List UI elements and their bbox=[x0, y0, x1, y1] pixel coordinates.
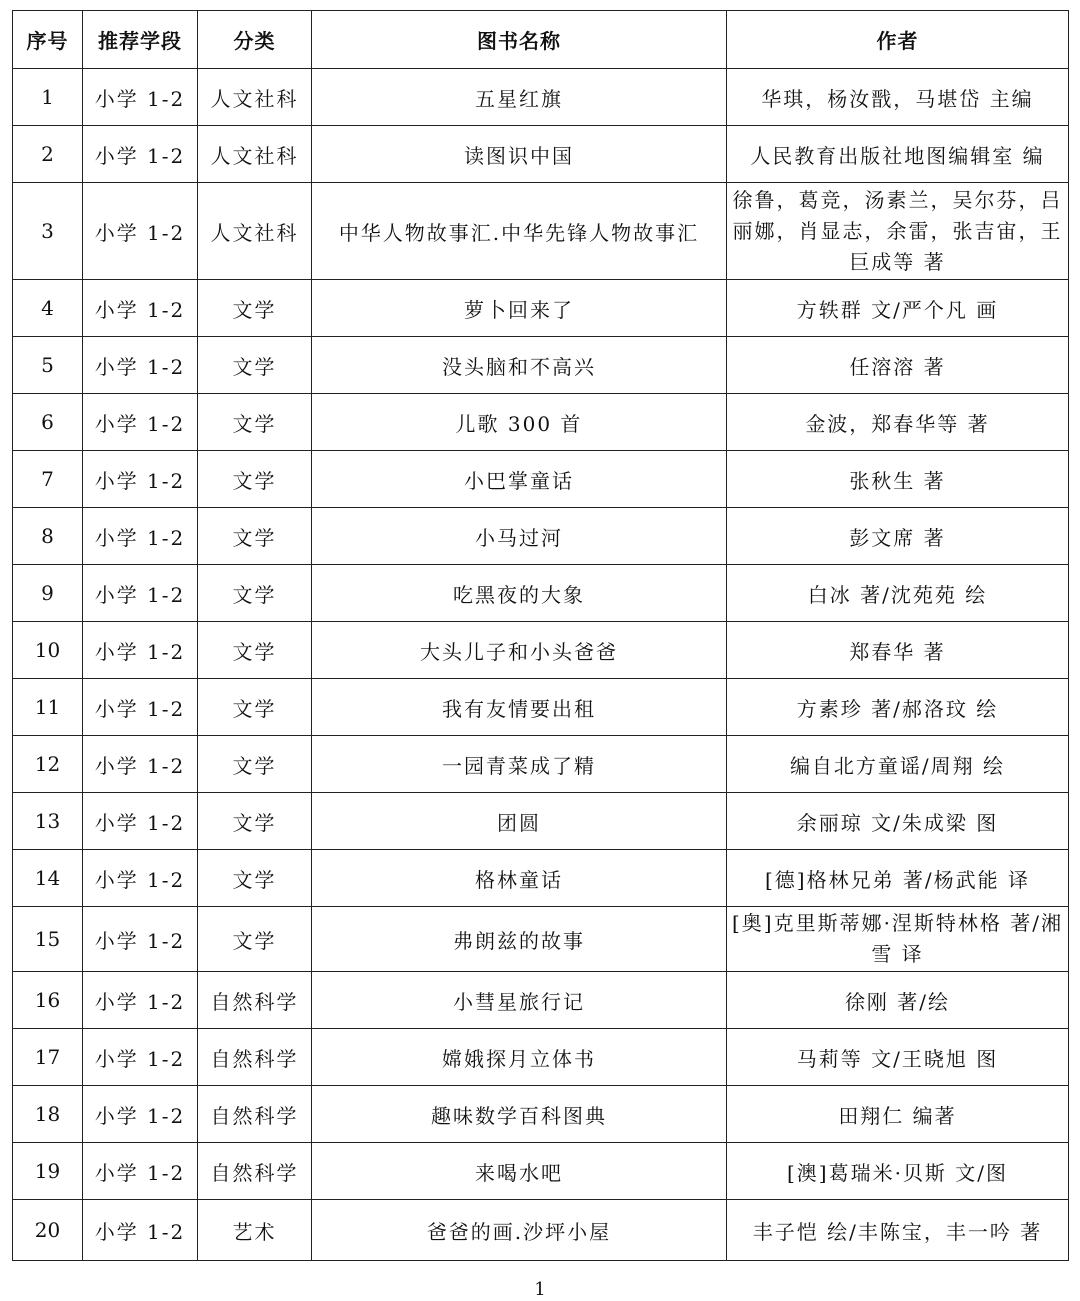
cell-stage: 小学 1-2 bbox=[83, 1086, 198, 1143]
cell-no: 15 bbox=[13, 907, 83, 972]
cell-no: 9 bbox=[13, 565, 83, 622]
cell-author: [奥]克里斯蒂娜·涅斯特林格 著/湘雪 译 bbox=[727, 907, 1069, 972]
cell-author: 白冰 著/沈苑苑 绘 bbox=[727, 565, 1069, 622]
cell-no: 18 bbox=[13, 1086, 83, 1143]
cell-no: 16 bbox=[13, 972, 83, 1029]
cell-stage: 小学 1-2 bbox=[83, 850, 198, 907]
table-row bbox=[13, 972, 1069, 1029]
cell-title: 儿歌 300 首 bbox=[312, 394, 727, 451]
cell-no: 19 bbox=[13, 1143, 83, 1200]
cell-category: 文学 bbox=[198, 508, 312, 565]
cell-author: 张秋生 著 bbox=[727, 451, 1069, 508]
cell-category: 自然科学 bbox=[198, 972, 312, 1029]
cell-title: 没头脑和不高兴 bbox=[312, 337, 727, 394]
cell-author: 徐鲁，葛竞，汤素兰，吴尔芬，吕丽娜，肖显志，余雷，张吉宙，王巨成等 著 bbox=[727, 183, 1069, 280]
cell-title: 小马过河 bbox=[312, 508, 727, 565]
table-row bbox=[13, 337, 1069, 394]
cell-stage: 小学 1-2 bbox=[83, 394, 198, 451]
page-number: 1 bbox=[534, 1279, 546, 1300]
cell-title: 小巴掌童话 bbox=[312, 451, 727, 508]
table-row bbox=[13, 907, 1069, 972]
table-row bbox=[13, 565, 1069, 622]
table-row bbox=[13, 1029, 1069, 1086]
cell-title: 小彗星旅行记 bbox=[312, 972, 727, 1029]
cell-stage: 小学 1-2 bbox=[83, 793, 198, 850]
cell-no: 12 bbox=[13, 736, 83, 793]
cell-author: 任溶溶 著 bbox=[727, 337, 1069, 394]
cell-author: 郑春华 著 bbox=[727, 622, 1069, 679]
cell-no: 17 bbox=[13, 1029, 83, 1086]
cell-category: 自然科学 bbox=[198, 1143, 312, 1200]
cell-no: 11 bbox=[13, 679, 83, 736]
cell-author: 金波，郑春华等 著 bbox=[727, 394, 1069, 451]
cell-stage: 小学 1-2 bbox=[83, 280, 198, 337]
book-list-table bbox=[12, 10, 1069, 1261]
table-row bbox=[13, 451, 1069, 508]
cell-title: 读图识中国 bbox=[312, 126, 727, 183]
cell-author: 编自北方童谣/周翔 绘 bbox=[727, 736, 1069, 793]
cell-category: 文学 bbox=[198, 565, 312, 622]
table-row bbox=[13, 508, 1069, 565]
cell-stage: 小学 1-2 bbox=[83, 451, 198, 508]
table-row bbox=[13, 679, 1069, 736]
cell-no: 3 bbox=[13, 183, 83, 280]
cell-category: 自然科学 bbox=[198, 1086, 312, 1143]
cell-author: 方轶群 文/严个凡 画 bbox=[727, 280, 1069, 337]
cell-stage: 小学 1-2 bbox=[83, 1029, 198, 1086]
cell-category: 文学 bbox=[198, 850, 312, 907]
table-row bbox=[13, 793, 1069, 850]
cell-stage: 小学 1-2 bbox=[83, 126, 198, 183]
cell-author: 丰子恺 绘/丰陈宝，丰一吟 著 bbox=[727, 1200, 1069, 1261]
cell-author: 方素珍 著/郝洛玟 绘 bbox=[727, 679, 1069, 736]
cell-title: 五星红旗 bbox=[312, 69, 727, 126]
cell-no: 5 bbox=[13, 337, 83, 394]
cell-stage: 小学 1-2 bbox=[83, 508, 198, 565]
cell-no: 7 bbox=[13, 451, 83, 508]
cell-title: 我有友情要出租 bbox=[312, 679, 727, 736]
cell-no: 6 bbox=[13, 394, 83, 451]
cell-stage: 小学 1-2 bbox=[83, 622, 198, 679]
table-header-row bbox=[13, 11, 1069, 69]
cell-title: 格林童话 bbox=[312, 850, 727, 907]
cell-stage: 小学 1-2 bbox=[83, 679, 198, 736]
cell-title: 中华人物故事汇.中华先锋人物故事汇 bbox=[312, 183, 727, 280]
cell-stage: 小学 1-2 bbox=[83, 736, 198, 793]
cell-category: 文学 bbox=[198, 280, 312, 337]
cell-author: 华琪，杨汝戬，马堪岱 主编 bbox=[727, 69, 1069, 126]
cell-no: 20 bbox=[13, 1200, 83, 1261]
header-title: 图书名称 bbox=[312, 11, 727, 69]
cell-stage: 小学 1-2 bbox=[83, 972, 198, 1029]
cell-category: 文学 bbox=[198, 451, 312, 508]
cell-stage: 小学 1-2 bbox=[83, 337, 198, 394]
cell-title: 爸爸的画.沙坪小屋 bbox=[312, 1200, 727, 1261]
cell-category: 文学 bbox=[198, 622, 312, 679]
cell-author: [德]格林兄弟 著/杨武能 译 bbox=[727, 850, 1069, 907]
cell-title: 吃黑夜的大象 bbox=[312, 565, 727, 622]
cell-stage: 小学 1-2 bbox=[83, 69, 198, 126]
cell-title: 来喝水吧 bbox=[312, 1143, 727, 1200]
cell-category: 文学 bbox=[198, 736, 312, 793]
cell-category: 文学 bbox=[198, 337, 312, 394]
cell-no: 2 bbox=[13, 126, 83, 183]
cell-category: 文学 bbox=[198, 394, 312, 451]
cell-title: 团圆 bbox=[312, 793, 727, 850]
cell-title: 大头儿子和小头爸爸 bbox=[312, 622, 727, 679]
cell-category: 自然科学 bbox=[198, 1029, 312, 1086]
cell-title: 趣味数学百科图典 bbox=[312, 1086, 727, 1143]
table-row bbox=[13, 126, 1069, 183]
table-row bbox=[13, 736, 1069, 793]
cell-author: 徐刚 著/绘 bbox=[727, 972, 1069, 1029]
table-row bbox=[13, 1200, 1069, 1261]
cell-no: 14 bbox=[13, 850, 83, 907]
cell-author: 马莉等 文/王晓旭 图 bbox=[727, 1029, 1069, 1086]
cell-author: [澳]葛瑞米·贝斯 文/图 bbox=[727, 1143, 1069, 1200]
table-row bbox=[13, 280, 1069, 337]
table-row bbox=[13, 850, 1069, 907]
cell-title: 弗朗兹的故事 bbox=[312, 907, 727, 972]
cell-author: 彭文席 著 bbox=[727, 508, 1069, 565]
table-row bbox=[13, 69, 1069, 126]
cell-no: 8 bbox=[13, 508, 83, 565]
cell-no: 1 bbox=[13, 69, 83, 126]
cell-author: 人民教育出版社地图编辑室 编 bbox=[727, 126, 1069, 183]
cell-stage: 小学 1-2 bbox=[83, 183, 198, 280]
header-no: 序号 bbox=[13, 11, 83, 69]
cell-no: 4 bbox=[13, 280, 83, 337]
header-stage: 推荐学段 bbox=[83, 11, 198, 69]
cell-title: 一园青菜成了精 bbox=[312, 736, 727, 793]
cell-title: 萝卜回来了 bbox=[312, 280, 727, 337]
cell-category: 文学 bbox=[198, 679, 312, 736]
cell-category: 人文社科 bbox=[198, 69, 312, 126]
header-author: 作者 bbox=[727, 11, 1069, 69]
table-row bbox=[13, 394, 1069, 451]
cell-category: 人文社科 bbox=[198, 183, 312, 280]
cell-stage: 小学 1-2 bbox=[83, 1200, 198, 1261]
cell-title: 嫦娥探月立体书 bbox=[312, 1029, 727, 1086]
table-row bbox=[13, 183, 1069, 280]
cell-category: 文学 bbox=[198, 793, 312, 850]
table-row bbox=[13, 1143, 1069, 1200]
cell-author: 余丽琼 文/朱成梁 图 bbox=[727, 793, 1069, 850]
header-category: 分类 bbox=[198, 11, 312, 69]
cell-category: 艺术 bbox=[198, 1200, 312, 1261]
cell-author: 田翔仁 编著 bbox=[727, 1086, 1069, 1143]
cell-category: 文学 bbox=[198, 907, 312, 972]
cell-stage: 小学 1-2 bbox=[83, 565, 198, 622]
cell-no: 13 bbox=[13, 793, 83, 850]
table-row bbox=[13, 1086, 1069, 1143]
table-row bbox=[13, 622, 1069, 679]
cell-stage: 小学 1-2 bbox=[83, 1143, 198, 1200]
cell-no: 10 bbox=[13, 622, 83, 679]
cell-stage: 小学 1-2 bbox=[83, 907, 198, 972]
cell-category: 人文社科 bbox=[198, 126, 312, 183]
